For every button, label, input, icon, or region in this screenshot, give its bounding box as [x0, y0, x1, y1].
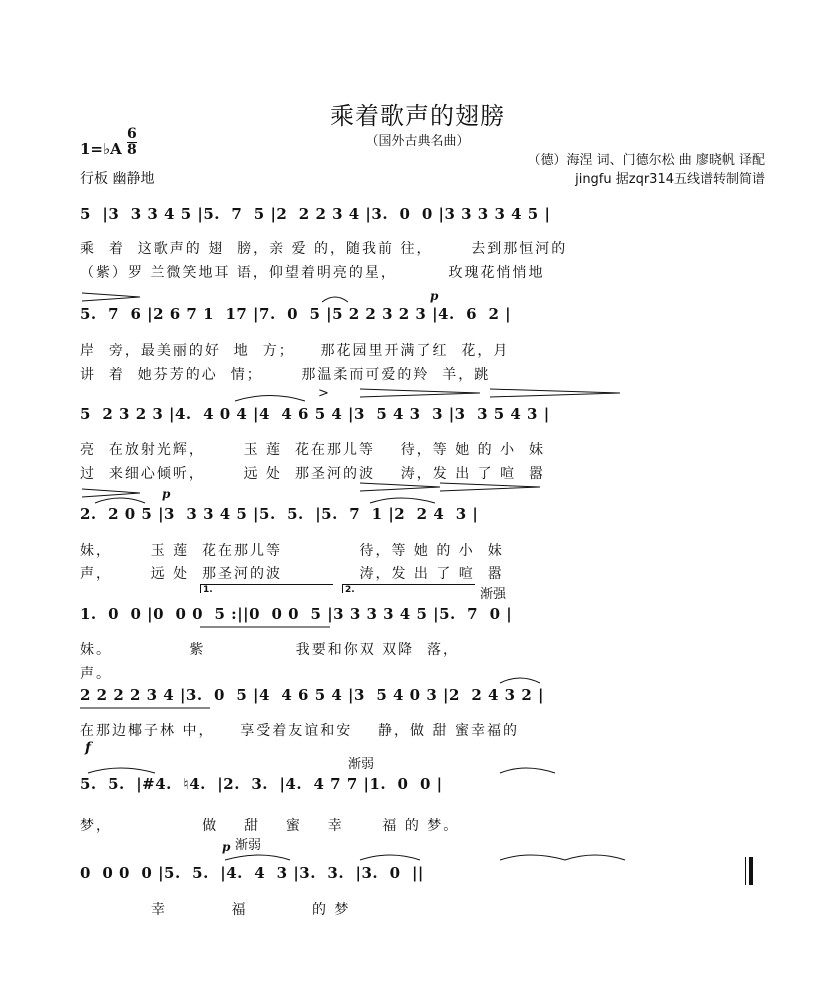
- diminuendo-3: [440, 483, 540, 491]
- slur-1: [322, 297, 348, 302]
- notation-line-3: 5 2 3 2 3 |4. 4 0 4 |4 4 6 5 4 |3 5 4 3 3 |3 3 5 4 3 |: [80, 405, 550, 423]
- time-bottom: 8: [127, 142, 137, 158]
- lyric-line-2b: 讲 着 她芬芳的心 情； 那温柔而可爱的羚 羊，跳: [80, 367, 491, 383]
- p-dynamic-1: p: [430, 289, 439, 303]
- dim-text-1: 渐弱: [348, 757, 375, 772]
- notation-line-2: 5. 7 6 |2 6 7 1 17 |7. 0 5 |5 2 2 3 2 3 |4. 6 2 |: [80, 305, 512, 323]
- notation-line-6: 2 2 2 2 3 4 |3. 0 5 |4 4 6 5 4 |3 5 4 0 3 |2 2 4 3 2 |: [80, 686, 544, 704]
- lyric-line-6a: 在那边椰子林 中， 享受着友谊和安 静，做 甜 蜜幸福的: [80, 723, 519, 739]
- page-subtitle: （国外古典名曲）: [365, 134, 470, 149]
- page-title: 乘着歌声的翅膀: [330, 102, 505, 130]
- lyric-line-1b: （紫）罗 兰微笑地耳 语，仰望着明亮的星， 玫瑰花悄悄地: [80, 265, 545, 281]
- slur-6: [88, 768, 155, 773]
- slur-2: [235, 396, 305, 402]
- credit-line-2: jingfu 据zqr314五线谱转制简谱: [575, 172, 765, 187]
- tempo-marking: 行板 幽静地: [80, 171, 155, 187]
- p-dynamic-3: p: [222, 840, 231, 854]
- notation-line-1: 5 |3 3 3 4 5 |5. 7 5 |2 2 2 3 4 |3. 0 0 |3 3 3 3 4 5 |: [80, 205, 551, 223]
- volta-1: 1.: [200, 584, 333, 593]
- dim-text-2: 渐弱: [235, 838, 262, 853]
- diminuendo-4: [82, 489, 140, 497]
- lyric-line-3a: 亮 在放射光辉， 玉 莲 花在那儿等 待，等 她 的 小 妹: [80, 442, 546, 458]
- final-barline-thick: [749, 857, 753, 885]
- crescendo-1: [360, 389, 480, 397]
- diminuendo-2: [490, 389, 620, 397]
- lyric-line-1a: 乘 着 这歌声的 翅 膀，亲 爱 的，随我前 往， 去到那恒河的: [80, 241, 568, 257]
- slur-9: [360, 855, 420, 860]
- lyric-line-5b: 声。: [80, 666, 112, 682]
- accent-mark: >: [318, 386, 329, 401]
- slur-3: [95, 498, 145, 503]
- lyric-line-2a: 岸 旁，最美丽的好 地 方； 那花园里开满了红 花，月: [80, 343, 510, 359]
- slur-4: [370, 498, 435, 503]
- f-dynamic: f: [85, 740, 92, 756]
- time-signature: [127, 127, 137, 158]
- credits: [527, 151, 765, 189]
- crescendo-text: 渐强: [480, 587, 507, 602]
- lyric-line-5a: 妹。 紫 我要和你双 双降 落，: [80, 642, 460, 658]
- key-signature: 1=♭A: [80, 140, 122, 158]
- notation-line-8: 0 0 0 0 |5. 5. |4. 4 3 |3. 3. |3. 0 ||: [80, 864, 424, 882]
- notation-line-7: 5. 5. |#4. ♮4. |2. 3. |4. 4 7 7 |1. 0 0 |: [80, 775, 443, 793]
- slur-8: [225, 855, 290, 860]
- final-barline-thin: [745, 857, 746, 885]
- volta-2: 2.: [342, 584, 475, 593]
- slur-11: [565, 855, 625, 860]
- time-top: 6: [127, 126, 137, 142]
- p-dynamic-2: p: [162, 487, 171, 501]
- lyric-line-8a: 幸 福 的 梦: [80, 902, 351, 918]
- lyric-line-4b: 声， 远 处 那圣河的波 涛，发 出 了 喧 嚣: [80, 566, 504, 582]
- notation-line-5: 1. 0 0 |0 0 0 5 :||0 0 0 5 |3 3 3 3 4 5 |5. 7 0 |: [80, 605, 513, 623]
- slur-10: [500, 855, 565, 860]
- crescendo-2: [360, 483, 440, 491]
- diminuendo-1: [82, 293, 140, 301]
- lyric-line-3b: 过 来细心倾听， 远 处 那圣河的波 涛，发 出 了 喧 嚣: [80, 466, 546, 482]
- slur-7: [500, 768, 555, 773]
- notation-line-4: 2. 2 0 5 |3 3 3 4 5 |5. 5. |5. 7 1 |2 2 4 3 |: [80, 505, 479, 523]
- lyric-line-4a: 妹， 玉 莲 花在那儿等 待，等 她 的 小 妹: [80, 543, 504, 559]
- credit-line-1: （德）海涅 词、门德尔松 曲 廖晓帆 译配: [527, 153, 765, 168]
- lyric-line-7a: 梦， 做 甜 蜜 幸 福 的 梦。: [80, 818, 460, 834]
